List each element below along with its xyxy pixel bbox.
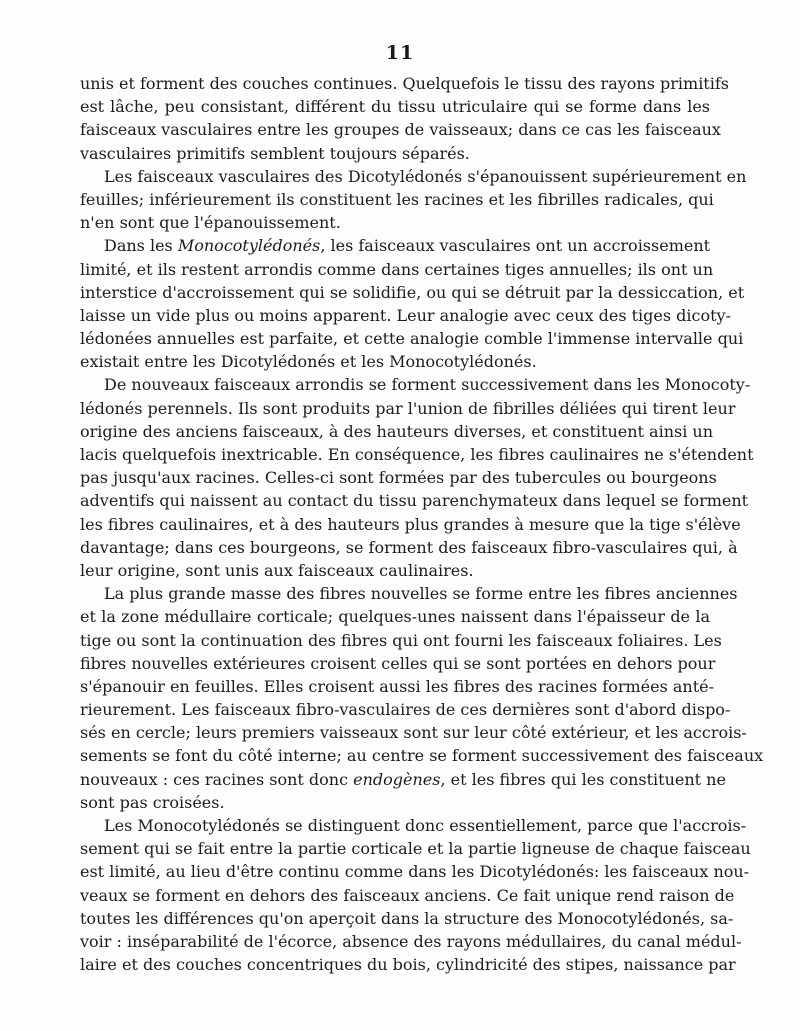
text-line: interstice d'accroissement qui se solidifie, ou qui se détruit par la dessiccation, et xyxy=(80,282,745,302)
text-segment: , les faisceaux vasculaires ont un accroissement xyxy=(320,236,711,256)
paragraph-6 xyxy=(80,814,751,976)
text-line: faisceaux vasculaires entre les groupes de vaisseaux; dans ce cas les faisceaux xyxy=(80,120,721,140)
text-line xyxy=(80,768,726,791)
text-line: Les Monocotylédonés se distinguent donc essentiellement, parce que l'accrois- xyxy=(104,816,747,835)
text-line: sement qui se fait entre la partie corticale et la partie ligneuse de chaque faisceau xyxy=(80,839,751,859)
text-line: vasculaires primitifs semblent toujours séparés. xyxy=(80,143,470,163)
text-line: sont pas croisées. xyxy=(80,792,225,812)
page-number: 11 xyxy=(385,42,415,64)
text-segment: , et les fibres qui les constituent ne xyxy=(440,769,726,789)
text-line: rieurement. Les faisceaux fibro-vasculaires de ces dernières sont d'abord dispo- xyxy=(80,700,731,720)
text-line: toutes les différences qu'on aperçoit dans la structure des Monocotylédonés, sa- xyxy=(80,908,734,928)
text-line: leur origine, sont unis aux faisceaux caulinaires. xyxy=(80,560,474,580)
paragraph-3 xyxy=(80,234,745,373)
text-line: limité, et ils restent arrondis comme dans certaines tiges annuelles; ils ont un xyxy=(80,259,714,279)
text-line: fibres nouvelles extérieures croisent celles qui se sont portées en dehors pour xyxy=(80,653,716,673)
text-line: laisse un vide plus ou moins apparent. Leur analogie avec ceux des tiges dicoty- xyxy=(80,305,731,325)
text-line: laire et des couches concentriques du bois, cylindricité des stipes, naissance par xyxy=(80,955,736,975)
paragraph-4 xyxy=(80,373,754,582)
text-line: davantage; dans ces bourgeons, se forment des faisceaux fibro-vasculaires qui, à xyxy=(80,537,738,557)
text-line: n'en sont que l'épanouissement. xyxy=(80,213,341,233)
text-line: lédonées annuelles est parfaite, et cette analogie comble l'immense intervalle qui xyxy=(80,329,744,349)
text-line: est lâche, peu consistant, différent du tissu utriculaire qui se forme dans les xyxy=(80,97,710,117)
text-line: veaux se forment en dehors des faisceaux anciens. Ce fait unique rend raison de xyxy=(80,885,735,905)
body-text xyxy=(80,72,764,976)
text-line: La plus grande masse des fibres nouvelles se forme entre les fibres anciennes xyxy=(104,584,738,604)
text-line: est limité, au lieu d'être continu comme dans les Dicotylédonés: les faisceaux nou- xyxy=(80,862,750,882)
text-line: lédonés perennels. Ils sont produits par l'union de fibrilles déliées qui tirent leur xyxy=(80,398,736,418)
text-segment: Dans les xyxy=(104,236,178,256)
text-line: s'épanouir en feuilles. Elles croisent aussi les fibres des racines formées anté- xyxy=(80,676,715,696)
italic-term: Monocotylédonés xyxy=(177,236,321,256)
text-line: unis et forment des couches continues. Quelquefois le tissu des rayons primitifs xyxy=(80,74,729,93)
text-line: existait entre les Dicotylédonés et les Monocotylédonés. xyxy=(80,352,537,372)
italic-term: endogènes xyxy=(353,769,441,789)
paragraph-5 xyxy=(80,582,764,814)
text-line: voir : inséparabilité de l'écorce, absence des rayons médullaires, du canal médul- xyxy=(80,931,742,951)
text-line: origine des anciens faisceaux, à des hauteurs diverses, et constituent ainsi un xyxy=(80,421,714,441)
text-line: sements se font du côté interne; au centre se forment successivement des faisceaux xyxy=(80,746,764,766)
text-line: les fibres caulinaires, et à des hauteurs plus grandes à mesure que la tige s'élève xyxy=(80,514,741,534)
paragraph-1 xyxy=(80,72,729,165)
text-line: feuilles; inférieurement ils constituent les racines et les fibrilles radicales, qui xyxy=(80,189,714,209)
text-line: tige ou sont la continuation des fibres qui ont fourni les faisceaux foliaires. Les xyxy=(80,630,722,650)
text-line: sés en cercle; leurs premiers vaisseaux sont sur leur côté extérieur, et les accrois- xyxy=(80,723,747,743)
text-segment: nouveaux : ces racines sont donc xyxy=(80,769,354,789)
text-line: lacis quelquefois inextricable. En conséquence, les fibres caulinaires ne s'étendent xyxy=(80,445,754,464)
text-line: Les faisceaux vasculaires des Dicotylédonés s'épanouissent supérieurement en xyxy=(104,166,747,186)
paragraph-2 xyxy=(80,165,747,235)
text-line: pas jusqu'aux racines. Celles-ci sont formées par des tubercules ou bourgeons xyxy=(80,468,717,488)
text-line xyxy=(80,234,710,257)
text-line: De nouveaux faisceaux arrondis se forment successivement dans les Monocoty- xyxy=(104,375,751,395)
text-line: adventifs qui naissent au contact du tissu parenchymateux dans lequel se forment xyxy=(80,491,749,511)
text-line: et la zone médullaire corticale; quelques-unes naissent dans l'épaisseur de la xyxy=(80,607,710,627)
